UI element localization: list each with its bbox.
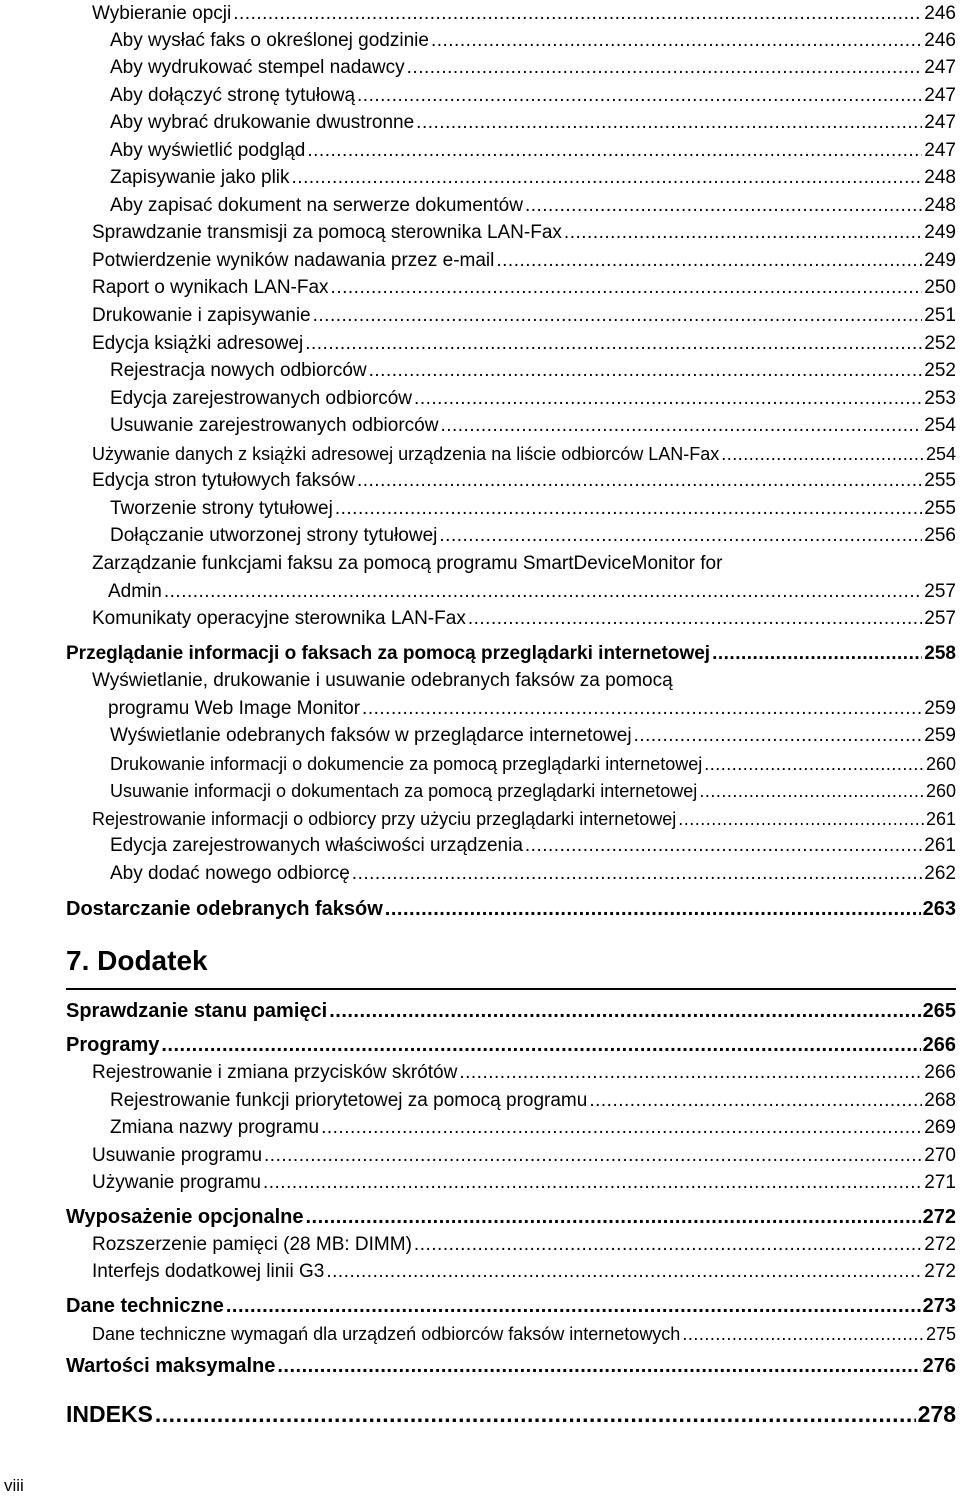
- toc-title: Tworzenie strony tytułowej: [110, 498, 333, 519]
- toc-page-number: 253: [924, 388, 956, 409]
- toc-leader: [305, 1203, 920, 1231]
- toc-page-number: 252: [924, 360, 956, 381]
- toc-page-number: 257: [924, 581, 956, 602]
- toc-title: Dołączanie utworzonej strony tytułowej: [110, 525, 438, 546]
- toc-leader: [369, 357, 923, 385]
- toc-leader: [704, 750, 924, 778]
- toc-entry[interactable]: [110, 82, 956, 110]
- toc-leader: [264, 1142, 922, 1170]
- toc-leader: [164, 578, 922, 606]
- toc-entry[interactable]: [92, 330, 956, 358]
- toc-leader: [414, 1231, 922, 1259]
- toc-page-number: 260: [925, 781, 956, 801]
- toc-title-line1: Wyświetlanie, drukowanie i usuwanie odebranych faksów za pomocą: [92, 670, 673, 691]
- toc-entry[interactable]: [92, 1059, 956, 1087]
- toc-page-number: 273: [922, 1295, 956, 1317]
- toc-entry[interactable]: [92, 302, 956, 330]
- toc-leader: [226, 1292, 921, 1320]
- toc-page-number: 272: [922, 1206, 956, 1228]
- toc-page-number: 252: [924, 333, 956, 354]
- toc-title: Usuwanie programu: [92, 1145, 263, 1166]
- toc-page-number: 255: [924, 498, 956, 519]
- toc-title: Dostarczanie odebranych faksów: [66, 898, 383, 920]
- toc-entry[interactable]: [110, 412, 956, 440]
- toc-leader: [155, 1398, 916, 1430]
- toc-page-number: 254: [924, 415, 956, 436]
- toc-entry[interactable]: [110, 522, 956, 550]
- toc-page-number: 266: [924, 1062, 956, 1083]
- toc-leader: [496, 247, 922, 275]
- toc-page-number: 250: [924, 277, 956, 298]
- toc-title: Aby zapisać dokument na serwerze dokumentów: [110, 195, 523, 216]
- toc-title: programu Web Image Monitor: [108, 698, 361, 719]
- toc-page-number: 257: [924, 608, 956, 629]
- toc-leader: [233, 0, 922, 28]
- toc-title: Rejestrowanie funkcji priorytetowej za pomocą programu: [110, 1090, 588, 1111]
- toc-entry-section[interactable]: [66, 1031, 956, 1059]
- toc-entry[interactable]: [108, 578, 956, 606]
- toc-page-number: 262: [924, 863, 956, 884]
- toc-title: Interfejs dodatkowej linii G3: [92, 1261, 325, 1282]
- toc-entry[interactable]: [110, 750, 956, 778]
- toc-leader: [352, 860, 923, 888]
- toc-leader: [712, 640, 922, 668]
- toc-entry[interactable]: [110, 777, 956, 805]
- toc-page-number: 247: [924, 140, 956, 161]
- toc-title: Usuwanie informacji o dokumentach za pomocą przeglądarki internetowej: [110, 781, 698, 801]
- toc-entry[interactable]: [92, 1142, 956, 1170]
- toc-leader: [305, 330, 922, 358]
- toc-entry[interactable]: [92, 247, 956, 275]
- toc-title: Potwierdzenie wyników nadawania przez e-mail: [92, 250, 495, 271]
- toc-title: Aby wysłać faks o określonej godzinie: [110, 30, 429, 51]
- toc-leader: [161, 1031, 920, 1059]
- toc-title: Rejestracja nowych odbiorców: [110, 360, 367, 381]
- toc-entry[interactable]: [110, 722, 956, 750]
- toc-entry[interactable]: [110, 192, 956, 220]
- toc-entry[interactable]: [110, 832, 956, 860]
- toc-title: Drukowanie i zapisywanie: [92, 305, 311, 326]
- toc-leader: [329, 997, 920, 1025]
- toc-leader: [385, 895, 921, 923]
- toc-title: Drukowanie informacji o dokumencie za pomocą przeglądarki internetowej: [110, 754, 703, 774]
- toc-entry[interactable]: [110, 357, 956, 385]
- toc-leader: [331, 274, 923, 302]
- toc-title: Edycja książki adresowej: [92, 333, 304, 354]
- toc-page-number: 254: [925, 444, 956, 464]
- toc-leader: [292, 164, 923, 192]
- toc-title: Wybieranie opcji: [92, 3, 232, 24]
- toc-page-number: 270: [924, 1145, 956, 1166]
- toc-leader: [416, 109, 922, 137]
- toc-page-number: 260: [925, 754, 956, 774]
- toc-page-number: 261: [925, 809, 956, 829]
- toc-page-number: 259: [924, 698, 956, 719]
- toc-title: Rejestrowanie i zmiana przycisków skrótów: [92, 1062, 458, 1083]
- toc-title: Wartości maksymalne: [66, 1355, 276, 1377]
- toc-title: Przeglądanie informacji o faksach za pomocą przeglądarki internetowej: [66, 643, 711, 664]
- toc-title: Sprawdzanie transmisji za pomocą sterownika LAN-Fax: [92, 222, 562, 243]
- toc-page-number: 269: [924, 1117, 956, 1138]
- toc-entry[interactable]: [92, 440, 956, 468]
- toc-entry[interactable]: [110, 109, 956, 137]
- toc-entry[interactable]: [92, 1231, 956, 1259]
- toc-title: Komunikaty operacyjne sterownika LAN-Fax: [92, 608, 466, 629]
- toc-entry[interactable]: [92, 1258, 956, 1286]
- toc-title: Używanie programu: [92, 1172, 261, 1193]
- toc-leader: [440, 412, 922, 440]
- toc-page-number: 272: [924, 1261, 956, 1282]
- toc-page-number: 255: [924, 470, 956, 491]
- toc-title: Wyświetlanie odebranych faksów w przeglądarce internetowej: [110, 725, 632, 746]
- toc-page-number: 263: [922, 898, 956, 920]
- toc-leader: [407, 54, 923, 82]
- toc-entry-section[interactable]: [66, 640, 956, 668]
- toc-title: Dane techniczne wymagań dla urządzeń odbiorców faksów internetowych: [92, 1324, 681, 1344]
- chapter-title: 7. Dodatek: [66, 945, 208, 976]
- toc-leader: [589, 1087, 922, 1115]
- toc-title: Edycja zarejestrowanych odbiorców: [110, 388, 413, 409]
- toc-title: INDEKS: [66, 1401, 153, 1427]
- toc-title: Używanie danych z książki adresowej urządzenia na liście odbiorców LAN-Fax: [92, 444, 720, 464]
- toc-title: Edycja zarejestrowanych właściwości urządzenia: [110, 835, 523, 856]
- toc-leader: [263, 1169, 922, 1197]
- toc-page-number: 249: [924, 250, 956, 271]
- toc-page-number: 272: [924, 1234, 956, 1255]
- toc-page-number: 248: [924, 167, 956, 188]
- toc-entry[interactable]: [92, 805, 956, 833]
- toc-entry-section[interactable]: [66, 997, 956, 1025]
- toc-title: Rozszerzenie pamięci (28 MB: DIMM): [92, 1234, 412, 1255]
- toc-leader: [335, 495, 922, 523]
- toc-entry[interactable]: [92, 605, 956, 633]
- toc-leader: [357, 82, 922, 110]
- toc-leader: [277, 1352, 920, 1380]
- toc-title: Usuwanie zarejestrowanych odbiorców: [110, 415, 439, 436]
- toc-page-number: 278: [917, 1401, 956, 1427]
- toc-page-number: 246: [924, 3, 956, 24]
- toc-page-number: 247: [924, 85, 956, 106]
- toc-title-line1: Zarządzanie funkcjami faksu za pomocą programu SmartDeviceMonitor for: [92, 553, 723, 574]
- toc-entry[interactable]: [92, 467, 956, 495]
- chapter-divider: [66, 988, 956, 990]
- toc-page-number: 275: [925, 1324, 956, 1344]
- toc-entry[interactable]: [110, 137, 956, 165]
- toc-leader: [525, 832, 922, 860]
- toc-title: Dane techniczne: [66, 1295, 224, 1317]
- toc-entry[interactable]: [110, 54, 956, 82]
- toc-entry-section[interactable]: [66, 895, 956, 923]
- toc-title: Aby wybrać drukowanie dwustronne: [110, 112, 415, 133]
- toc-title: Zapisywanie jako plik: [110, 167, 290, 188]
- toc-page-number: 266: [922, 1034, 956, 1056]
- toc-entry-section[interactable]: [66, 1352, 956, 1380]
- toc-leader: [313, 302, 923, 330]
- toc-title: Admin: [108, 581, 162, 602]
- toc-entry[interactable]: [110, 1114, 956, 1142]
- toc-leader: [326, 1258, 922, 1286]
- toc-leader: [431, 27, 922, 55]
- toc-leader: [468, 605, 922, 633]
- toc-page-number: 247: [924, 112, 956, 133]
- toc-title: Programy: [66, 1034, 160, 1056]
- toc-entry[interactable]: [110, 860, 956, 888]
- toc-leader: [564, 219, 922, 247]
- toc-leader: [357, 467, 922, 495]
- toc-entry[interactable]: [92, 219, 956, 247]
- toc-leader: [699, 777, 924, 805]
- toc-entry[interactable]: [92, 1320, 956, 1348]
- toc-entry[interactable]: [110, 27, 956, 55]
- toc-page-number: 265: [922, 1000, 956, 1022]
- toc-entry[interactable]: [110, 385, 956, 413]
- toc-title: Aby dołączyć stronę tytułową: [110, 85, 356, 106]
- toc-entry[interactable]: [108, 695, 956, 723]
- toc-leader: [721, 440, 924, 468]
- toc-title: Raport o wynikach LAN-Fax: [92, 277, 329, 298]
- toc-page-number: 246: [924, 30, 956, 51]
- toc-page-number: 261: [924, 835, 956, 856]
- toc-page-number: 251: [924, 305, 956, 326]
- toc-title: Aby dodać nowego odbiorcę: [110, 863, 350, 884]
- toc-leader: [682, 1320, 924, 1348]
- toc-leader: [525, 192, 922, 220]
- page-number: viii: [4, 1476, 24, 1495]
- toc-page-number: 268: [924, 1090, 956, 1111]
- toc-title: Aby wyświetlić podgląd: [110, 140, 306, 161]
- toc-entry[interactable]: [92, 1169, 956, 1197]
- toc-entry[interactable]: [110, 495, 956, 523]
- toc-entry[interactable]: [92, 0, 956, 28]
- toc-leader: [459, 1059, 922, 1087]
- toc-page-number: 258: [924, 643, 956, 664]
- toc-entry-section[interactable]: [66, 1203, 956, 1231]
- toc-title: Edycja stron tytułowych faksów: [92, 470, 355, 491]
- toc-leader: [439, 522, 922, 550]
- toc-entry-index[interactable]: [66, 1398, 956, 1430]
- toc-page-number: 249: [924, 222, 956, 243]
- toc-page-number: 256: [924, 525, 956, 546]
- toc-title: Rejestrowanie informacji o odbiorcy przy użyciu przeglądarki internetowej: [92, 809, 677, 829]
- toc-title: Sprawdzanie stanu pamięci: [66, 1000, 328, 1022]
- toc-leader: [362, 695, 922, 723]
- toc-title: Wyposażenie opcjonalne: [66, 1206, 304, 1228]
- toc-title: Zmiana nazwy programu: [110, 1117, 320, 1138]
- toc-page-number: 259: [924, 725, 956, 746]
- toc-entry[interactable]: [110, 1087, 956, 1115]
- toc-page-number: 247: [924, 57, 956, 78]
- toc-page-number: 276: [922, 1355, 956, 1377]
- toc-leader: [307, 137, 922, 165]
- toc-entry[interactable]: [92, 274, 956, 302]
- toc-entry[interactable]: [110, 164, 956, 192]
- toc-leader: [414, 385, 922, 413]
- toc-title: Aby wydrukować stempel nadawcy: [110, 57, 405, 78]
- toc-leader: [321, 1114, 922, 1142]
- toc-leader: [678, 805, 924, 833]
- toc-entry-section[interactable]: [66, 1292, 956, 1320]
- toc-page-number: 271: [924, 1172, 956, 1193]
- toc-page-number: 248: [924, 195, 956, 216]
- toc-leader: [634, 722, 923, 750]
